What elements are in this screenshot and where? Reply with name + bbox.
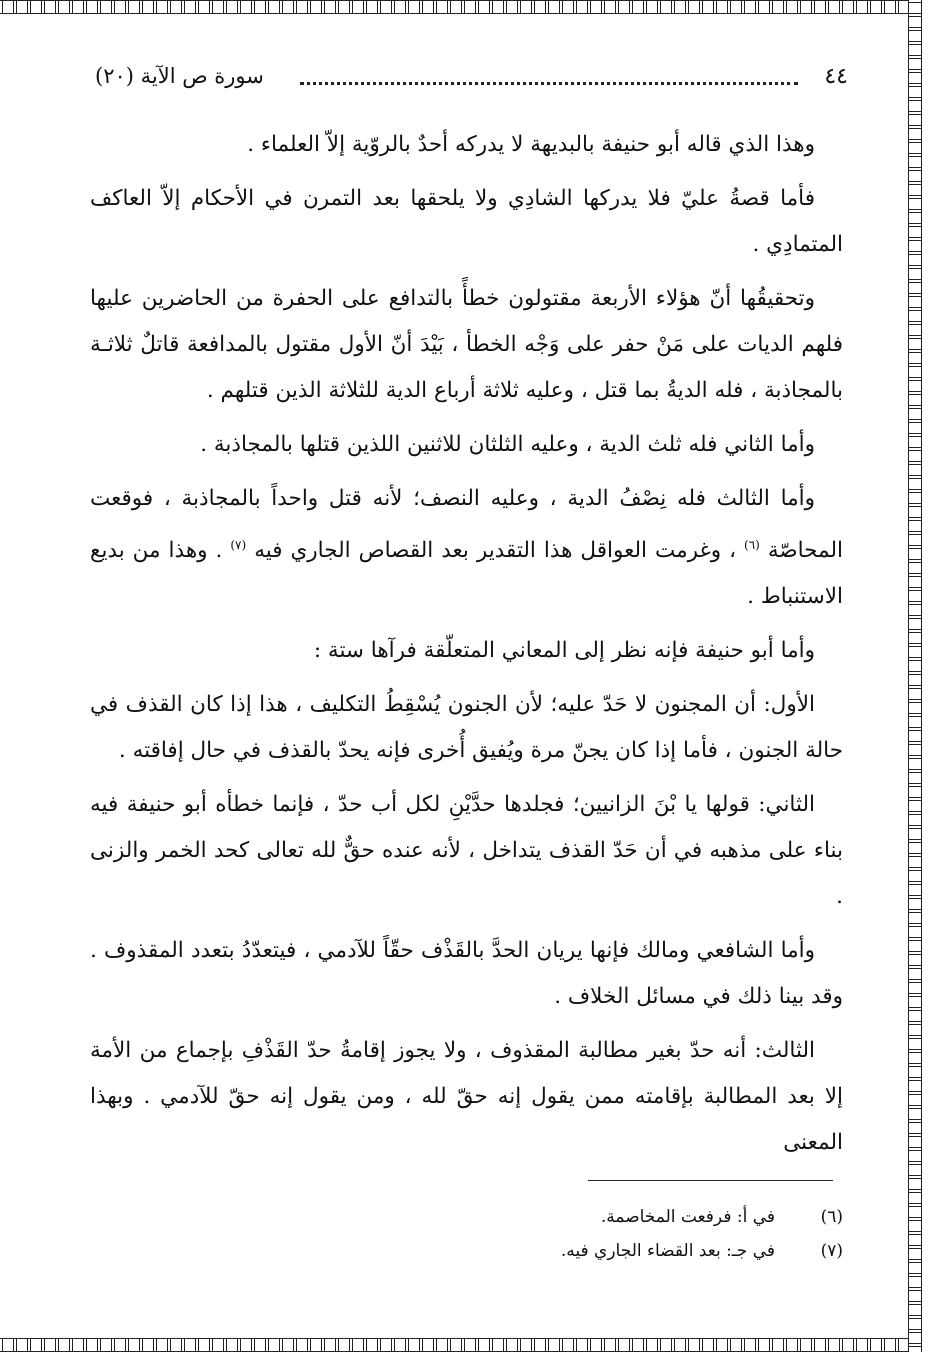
footnote-text: في أ: فرفعت المخاصمة. [600,1207,775,1227]
paragraph-3: وتحقيقُها أنّ هؤلاء الأربعة مقتولون خطأً بالتدافع على الحفرة من الحاضرين عليها فلهم الديات على مَنْ حفر على وَجْه الخطأ ، بَيْدَ أنّ الأول مقتول بالمدافعة قاتلٌ ثلاثـة بالمجاذبة ، فله الديةُ بما قتل ، وعليه ثلاثة أرباع الدية للثلاثة الذين قتلهم . [90,286,843,403]
paragraph-1: وهذا الذي قاله أبو حنيفة بالبديهة لا يدركه أحدٌ بالروّية إلاّ العلماء . [247,132,815,157]
paragraph-6: وأما أبو حنيفة فإنه نظر إلى المعاني المتعلّقة فرآها ستة : [313,638,815,664]
bottom-border [0,1338,920,1352]
paragraph-8: الثاني: قولها يا بْنَ الزانيين؛ فجلدها حدَّيْنِ لكل أب حدّ ، فإنما خطأه أبو حنيفة فيه بناء على مذهبه في أن حَدّ القذف يتداخل ، لأنه عنده حقٌّ لله تعالى كحد الخمر والزنى . [90,792,843,910]
paragraph-7: الأول: أن المجنون لا حَدّ عليه؛ لأن الجنون يُسْقِطُ التكليف ، هذا إذا كان القذف في حالة الجنون ، فأما إذا كان يجنّ مرة ويُفيق أُخرى فإنه يحدّ بالقذف في حال إفاقته . [90,692,843,764]
main-text [90,122,843,1174]
page-number: ٤٤ [824,64,848,89]
top-border [0,0,920,14]
paragraph-2: فأما قصةُ عليّ فلا يدركها الشادِي ولا يلحقها بعد التمرن في الأحكام إلاّ العاكف المتمادِي . [90,186,843,257]
running-title: سورة ص الآية (٢٠) [95,64,264,88]
paragraph-10: الثالث: أنه حدّ بغير مطالبة المقذوف ، ولا يجوز إقامةُ حدّ القَذْفِ بإجماع من الأمة إلا بعد المطالبة بإقامته ممن يقول إنه حقّ لله ، ومن يقول إنه حقّ للآدمي . وبهذا المعنى [90,1038,843,1156]
page-header [95,60,848,100]
paragraph-5-end: . وهذا من بديع الاستنباط . [90,538,843,610]
footnotes [300,1200,843,1268]
footnote-number: (٦) [820,1207,843,1227]
footnote-ref-6: (٦) [744,538,760,552]
header-dot-leader [300,82,798,85]
paragraph-9: وأما الشافعي ومالك فإنها يريان الحدَّ بالقَذْف حقّاً للآدمي ، فيتعدّدُ بتعدد المقذوف . وقد بينا ذلك في مسائل الخلاف . [90,938,843,1010]
paragraph-5-start: وأما الثالث فله نِصْفُ الدية ، وعليه النصف؛ لأنه قتل واحداً بالمجاذبة ، فوقعت المحاصّة [90,486,843,564]
right-border [908,0,922,1352]
paragraph-4: وأما الثاني فله ثلث الدية ، وعليه الثلثان للاثنين اللذين قتلها بالمجاذبة . [200,432,815,457]
footnote-ref-7: (٧) [230,538,247,552]
footnote-text: في جـ: بعد القضاء الجاري فيه. [560,1241,775,1261]
footnote-separator [588,1180,833,1181]
footnote-6 [300,1200,843,1234]
footnote-7 [300,1234,843,1268]
footnote-number: (٧) [820,1241,843,1261]
paragraph-5-mid: ، وغرمت العواقل هذا التقدير بعد القصاص الجاري فيه [254,538,744,564]
paragraph-5 [90,476,843,620]
